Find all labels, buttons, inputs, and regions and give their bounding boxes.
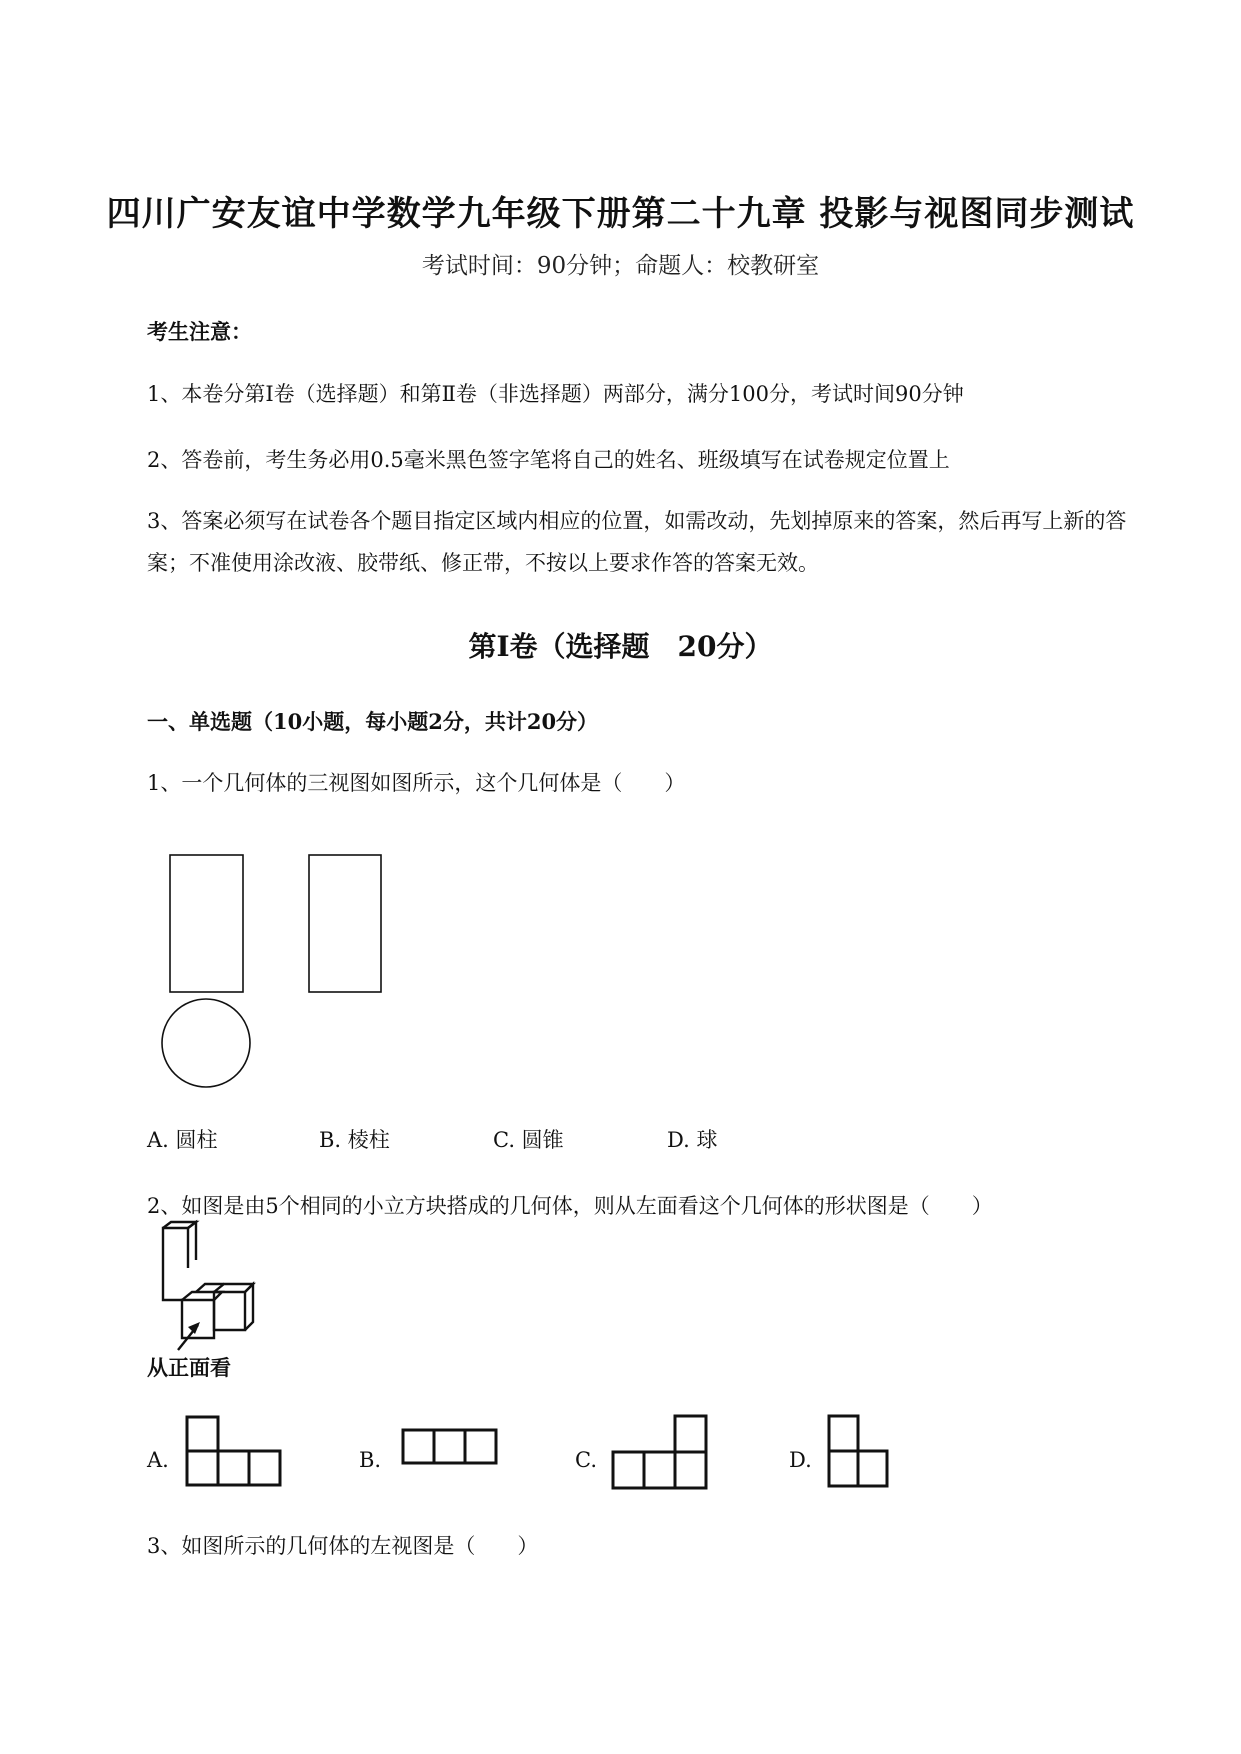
option-c-shape — [613, 1416, 706, 1488]
exam-info: 考试时间：90分钟；命题人：校教研室 — [421, 253, 820, 279]
part-heading: 一、单选题（10小题，每小题2分，共计20分） — [147, 709, 599, 734]
question-3-stem: 3、如图所示的几何体的左视图是（ ） — [147, 1534, 539, 1558]
question-1-stem: 1、一个几何体的三视图如图所示，这个几何体是（ ） — [147, 771, 686, 795]
option-d-shape — [829, 1416, 887, 1486]
question-2-option-b[interactable]: B. — [359, 1448, 382, 1472]
notice-rule-3: 3、答案必须写在试卷各个题目指定区域内相应的位置，如需改动，先划掉原来的答案，然后再写上新的答案；不准使用涂改液、胶带纸、修正带，不按以上要求作答的答案无效。 — [147, 509, 1127, 575]
question-1-option-b[interactable]: B. 棱柱 — [319, 1128, 390, 1152]
question-2-option-a[interactable]: A. — [147, 1448, 169, 1472]
question-1-option-d[interactable]: D. 球 — [667, 1128, 718, 1152]
notice-heading: 考生注意： — [147, 319, 252, 344]
notice-rule-2: 2、答卷前，考生务必用0.5毫米黑色签字笔将自己的姓名、班级填写在试卷规定位置上 — [147, 448, 950, 472]
option-a-shape — [187, 1417, 280, 1485]
question-1-option-c[interactable]: C. 圆锥 — [493, 1128, 564, 1152]
question-1-option-a[interactable]: A. 圆柱 — [147, 1128, 218, 1152]
page-title: 四川广安友谊中学数学九年级下册第二十九章 投影与视图同步测试 — [106, 194, 1135, 234]
section-title: 第Ⅰ卷（选择题 20分） — [468, 630, 773, 663]
figure-caption: 从正面看 — [147, 1356, 231, 1380]
question-2-option-c[interactable]: C. — [575, 1448, 597, 1472]
question-2-option-d[interactable]: D. — [789, 1448, 812, 1472]
question-2-stem: 2、如图是由5个相同的小立方块搭成的几何体，则从左面看这个几何体的形状图是（ ） — [147, 1194, 993, 1218]
notice-rule-1: 1、本卷分第Ⅰ卷（选择题）和第Ⅱ卷（非选择题）两部分，满分100分，考试时间90分钟 — [147, 382, 964, 406]
option-b-shape — [403, 1430, 496, 1463]
